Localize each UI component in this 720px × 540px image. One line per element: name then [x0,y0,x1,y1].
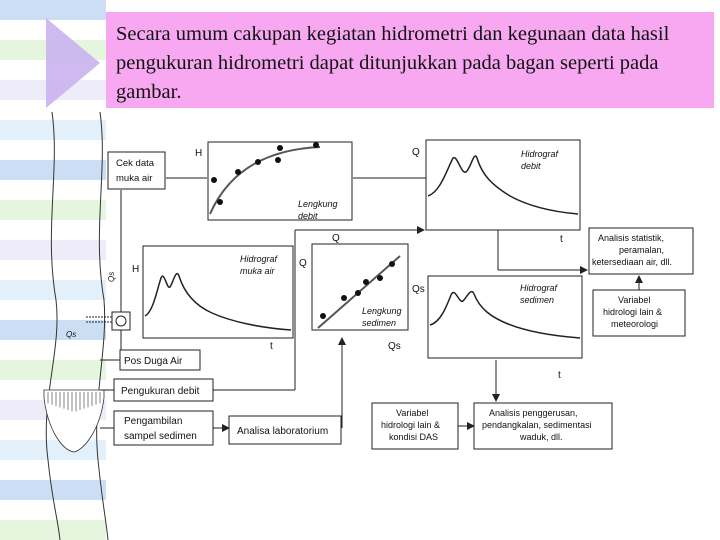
hidrograf-debit-caption-2: debit [521,161,541,171]
sediment-point [389,261,395,267]
sediment-point [320,313,326,319]
rating-point [217,199,223,205]
penggerusan-line1: Analisis penggerusan, [489,408,578,418]
lengkung-sedimen-caption-1: Lengkung [362,306,402,316]
lengkung-debit-caption-1: Lengkung [298,199,338,209]
meteo-line1: Variabel [618,295,651,305]
statistik-line3: ketersediaan air, dll. [592,257,673,267]
rating-point [275,157,281,163]
variabel-das-line3: kondisi DAS [389,432,439,442]
pengambilan-line2: sampel sedimen [124,431,197,442]
cek-data-line2: muka air [116,173,153,184]
hidrograf-sedimen-axis-t: t [558,370,561,381]
meteo-line3: meteorologi [611,319,659,329]
hidrograf-debit-caption-1: Hidrograf [521,149,559,159]
header-text: Secara umum cakupan kegiatan hidrometri dan kegunaan data hasil pengukuran hidrometri dapat ditunjukkan pada bagan seperti pada gambar. [116,23,670,103]
hidrograf-muka-air-axis-h: H [132,264,140,275]
lengkung-sedimen-axis-q-side: Q [299,258,307,269]
hidrograf-muka-air-caption-1: Hidrograf [240,254,278,264]
graph-hidrograf-sedimen [412,276,582,381]
lengkung-sedimen-axis-qs: Qs [388,341,401,352]
rating-point [255,159,261,165]
pos-duga-air-label: Pos Duga Air [124,356,183,367]
rating-point [277,145,283,151]
sediment-point [341,295,347,301]
sediment-point [377,275,383,281]
graph-lengkung-sedimen [299,233,408,352]
statistik-line1: Analisis statistik, [598,233,665,243]
variabel-das-line1: Variabel [396,408,429,418]
hidrograf-muka-air-caption-2: muka air [240,266,275,276]
sediment-point [355,290,361,296]
graph-hidrograf-muka-air [132,246,293,352]
hidrograf-muka-air-axis-t: t [270,341,273,352]
pengukuran-debit-label: Pengukuran debit [121,386,200,397]
hidrograf-debit-axis-q: Q [412,147,420,158]
hidrograf-sedimen-axis-qs: Qs [412,284,425,295]
hidrograf-sedimen-caption-1: Hidrograf [520,283,558,293]
rating-point [211,177,217,183]
statistik-line2: peramalan, [619,245,665,255]
variabel-das-line2: hidrologi lain & [381,420,441,430]
penggerusan-line3: waduk, dll. [520,432,563,442]
lengkung-debit-axis-h: H [195,148,203,159]
lengkung-sedimen-axis-q-top: Q [332,233,340,244]
pengambilan-line1: Pengambilan [124,416,183,427]
meteo-line2: hidrologi lain & [603,307,663,317]
hidrograf-sedimen-caption-2: sedimen [520,295,555,305]
sediment-point [363,279,369,285]
graph-lengkung-debit [195,142,352,221]
lengkung-sedimen-caption-2: sedimen [362,318,397,328]
graph-hidrograf-debit [412,140,580,245]
cek-data-line1: Cek data [116,158,155,169]
river-qs-label: Qs [107,271,116,282]
hidrograf-debit-axis-t: t [560,234,563,245]
river-flow-label: Qs [66,330,77,339]
gauge-float [116,316,126,326]
rating-point [313,142,319,148]
analisa-lab-label: Analisa laboratorium [237,426,329,437]
rating-point [235,169,241,175]
lengkung-debit-caption-2: debit [298,211,318,221]
penggerusan-line2: pendangkalan, sedimentasi [482,420,592,430]
